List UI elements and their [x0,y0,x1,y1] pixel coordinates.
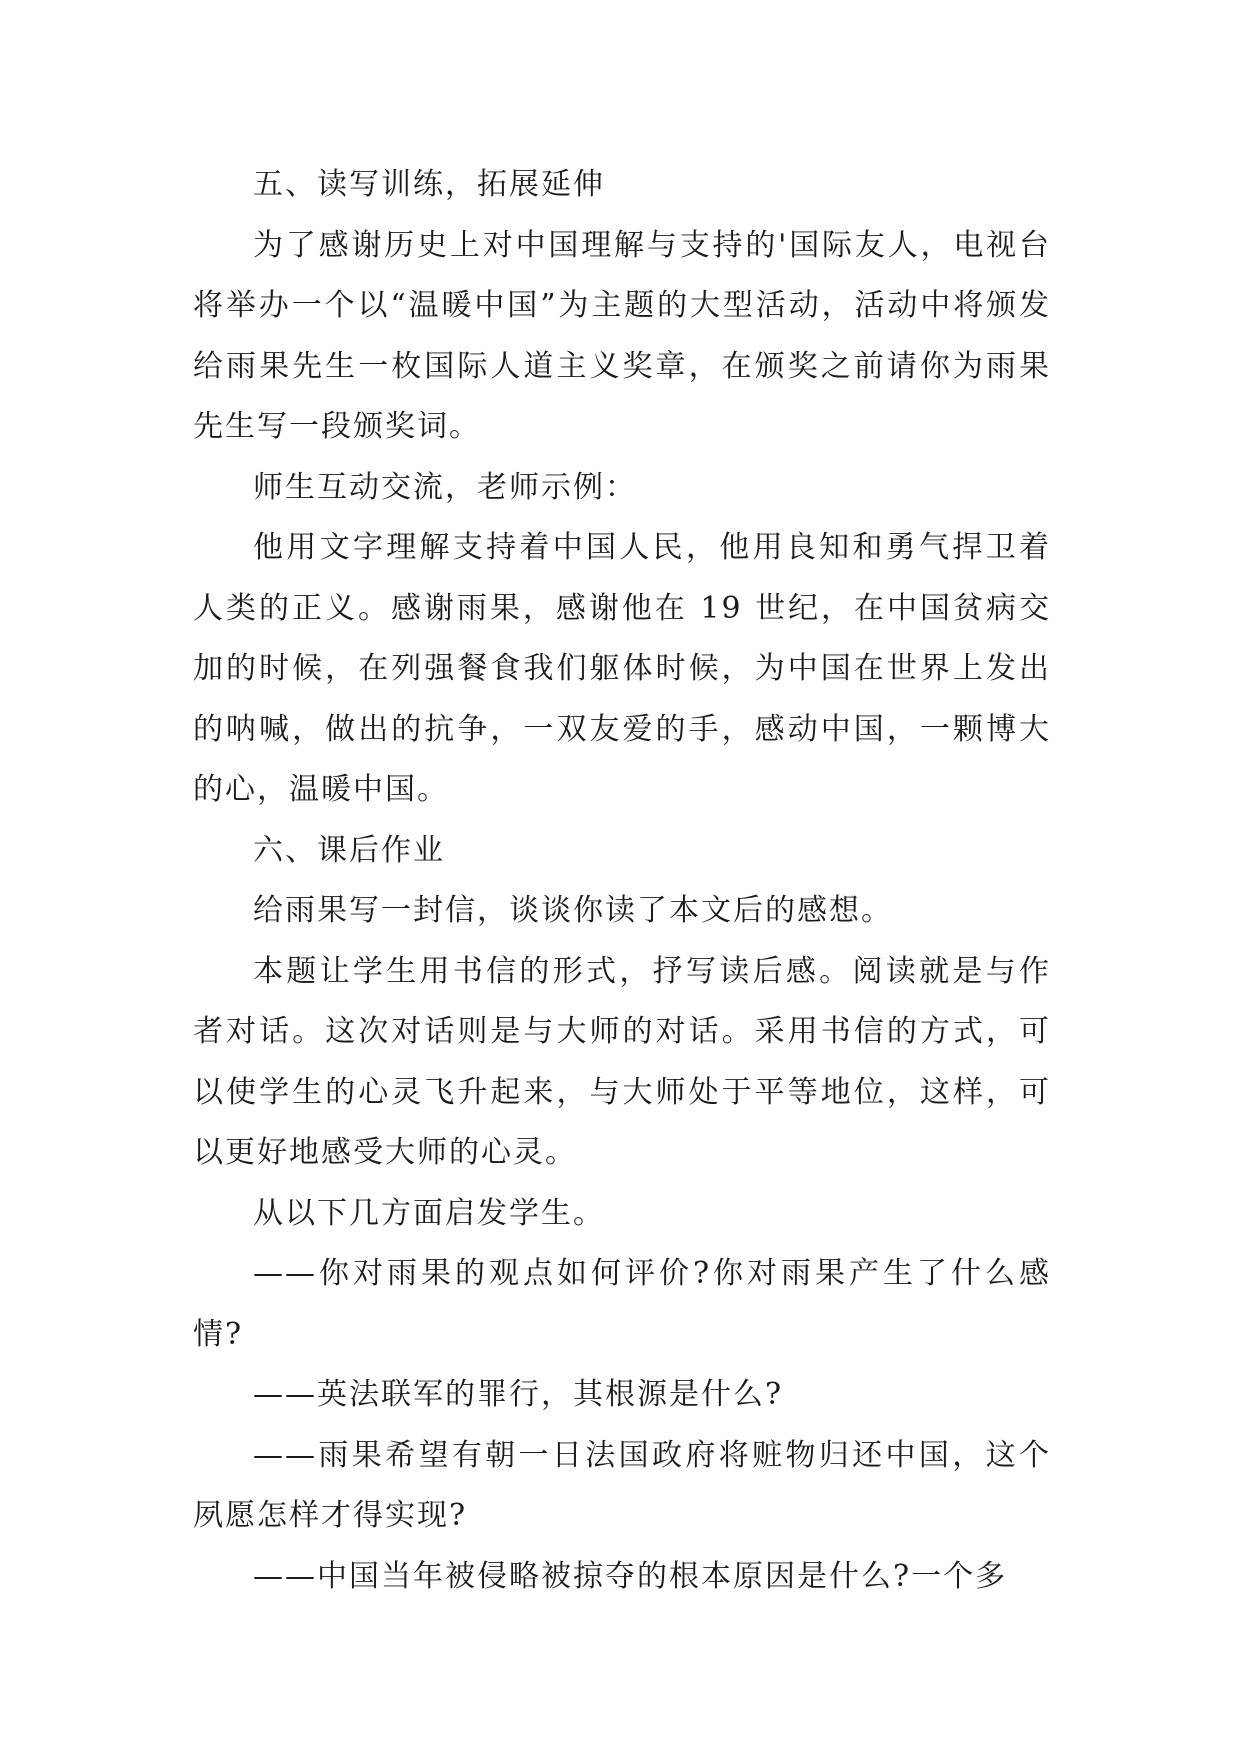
paragraph-award-task: 为了感谢历史上对中国理解与支持的'国际友人，电视台将举办一个以“温暖中国”为主题的大型活动，活动中将颁发给雨果先生一枚国际人道主义奖章，在颁奖之前请你为雨果先生写一段颁奖词。 [193,227,1051,444]
guidance-question-3: ——雨果希望有朝一日法国政府将赃物归还中国，这个夙愿怎样才得实现? [193,1437,1051,1533]
section-heading-reading-writing: 五、读写训练，拓展延伸 [253,167,605,202]
paragraph-teacher-example-intro: 师生互动交流，老师示例： [253,469,637,505]
section-heading-homework: 六、课后作业 [253,832,445,868]
document-body [193,155,1051,1607]
paragraph-homework-explanation: 本题让学生用书信的形式，抒写读后感。阅读就是与作者对话。这次对话则是与大师的对话。采用书信的方式，可以使学生的心灵飞升起来，与大师处于平等地位，这样，可以更好地感受大师的心灵。 [193,953,1051,1170]
paragraph-homework-task: 给雨果写一封信，谈谈你读了本文后的感想。 [253,893,893,928]
guidance-question-2: ——英法联军的罪行，其根源是什么? [253,1377,784,1412]
guidance-question-1: ——你对雨果的观点如何评价?你对雨果产生了什么感情? [193,1256,1051,1352]
paragraph-award-speech-example: 他用文字理解支持着中国人民，他用良知和勇气捍卫着人类的正义。感谢雨果，感谢他在 19 世纪，在中国贫病交加的时候，在列强餐食我们躯体时候，为中国在世界上发出的呐喊，做出的抗争，一双友爱的手，感动中国，一颗博大的心，温暖中国。 [193,530,1051,807]
guidance-question-4: ——中国当年被侵略被掠夺的根本原因是什么?一个多 [253,1558,1008,1594]
paragraph-guidance-intro: 从以下几方面启发学生。 [253,1195,605,1231]
